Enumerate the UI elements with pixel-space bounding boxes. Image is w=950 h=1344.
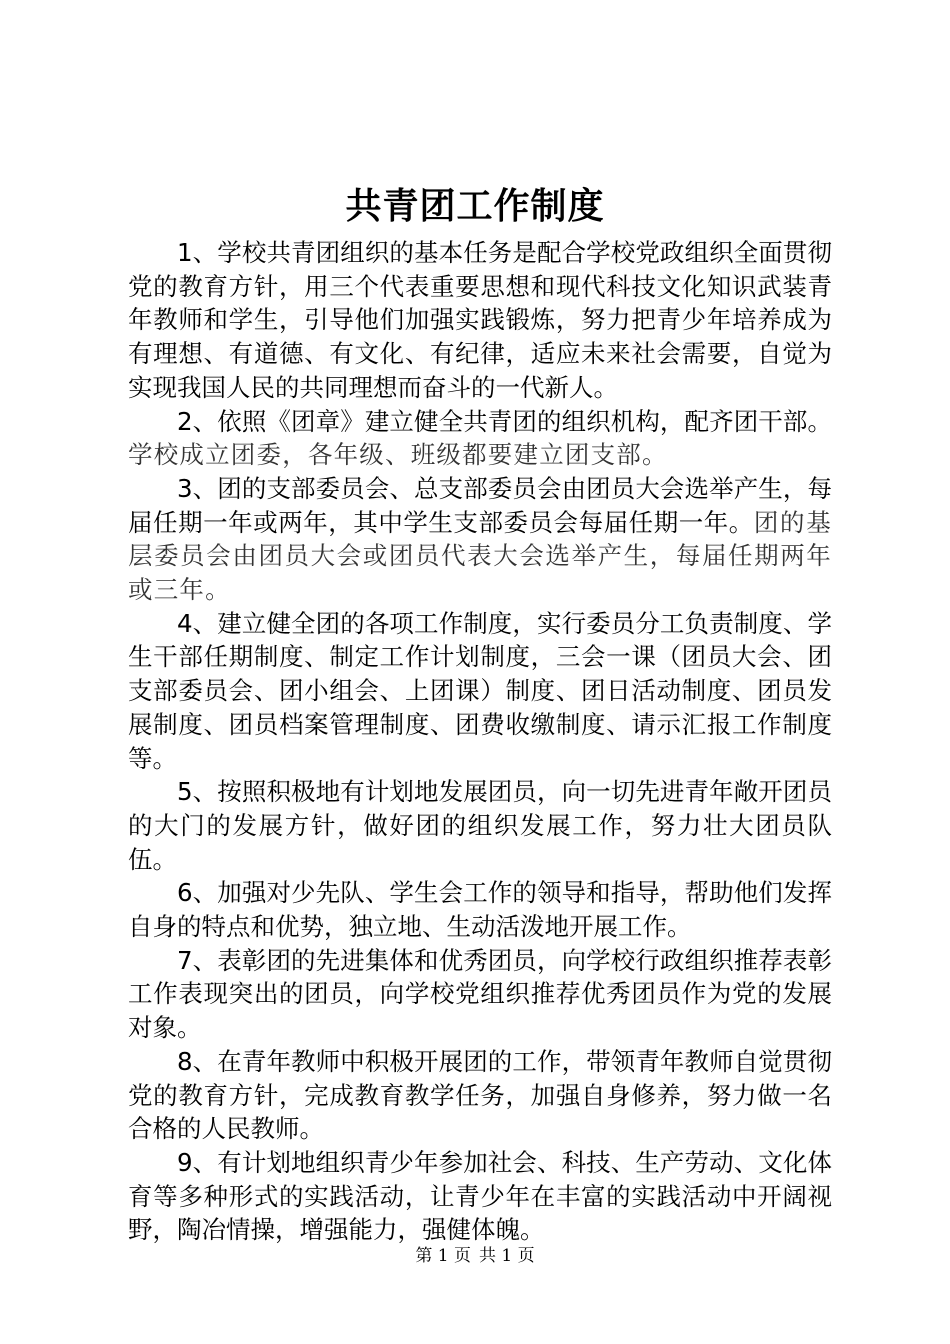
paragraph-4 bbox=[128, 607, 832, 776]
paragraph-8 bbox=[128, 1045, 832, 1146]
paragraph-1 bbox=[128, 236, 832, 405]
document-body bbox=[128, 236, 832, 1247]
paragraph-6-text: 6、加强对少先队、学生会工作的领导和指导，帮助他们发挥自身的特点和优势，独立地、生动活泼地开展工作。 bbox=[128, 878, 832, 942]
paragraph-9 bbox=[128, 1146, 832, 1247]
paragraph-7 bbox=[128, 944, 832, 1045]
paragraph-2 bbox=[128, 405, 832, 472]
paragraph-6 bbox=[128, 876, 832, 943]
page-number: 第 1 页 bbox=[415, 1246, 471, 1266]
paragraph-5-text: 5、按照积极地有计划地发展团员，向一切先进青年敞开团员的大门的发展方针，做好团的组织发展工作，努力壮大团员队伍。 bbox=[128, 777, 832, 874]
paragraph-4-text: 4、建立健全团的各项工作制度，实行委员分工负责制度、学生干部任期制度、制定工作计划制度，三会一课（团员大会、团支部委员会、团小组会、上团课）制度、团日活动制度、团员发展制度、团员档案管理制度、团费收缴制度、请示汇报工作制度等。 bbox=[128, 608, 832, 773]
paragraph-8-text: 8、在青年教师中积极开展团的工作，带领青年教师自觉贯彻党的教育方针，完成教育教学任务，加强自身修养，努力做一名合格的人民教师。 bbox=[128, 1046, 832, 1144]
paragraph-2-extra: 学校成立团委，各年级、班级都要建立团支部。 bbox=[128, 440, 668, 470]
paragraph-3 bbox=[128, 472, 832, 607]
paragraph-3-text: 3、团的支部委员会、总支部委员会由团员大会选举产生，每届任期一年或两年，其中学生支部委员会每届任期一年。 bbox=[128, 473, 832, 537]
paragraph-1-text: 1、学校共青团组织的基本任务是配合学校党政组织全面贯彻党的教育方针，用三个代表重要思想和现代科技文化知识武装青年教师和学生，引导他们加强实践锻炼，努力把青少年培养成为有理想、有道德、有文化、有纪律，适应未来社会需要，自觉为实现我国人民的共同理想而奋斗的一代新人。 bbox=[128, 238, 832, 402]
paragraph-5 bbox=[128, 775, 832, 876]
paragraph-3-extra: 团的基层委员会由团员大会或团员代表大会选举产生，每届任期两年或三年。 bbox=[128, 507, 832, 605]
paragraph-7-text: 7、表彰团的先进集体和优秀团员，向学校行政组织推荐表彰工作表现突出的团员，向学校党组织推荐优秀团员作为党的发展对象。 bbox=[128, 945, 832, 1043]
paragraph-2-text: 2、依照《团章》建立健全共青团的组织机构，配齐团干部。 bbox=[177, 406, 832, 436]
document-title: 共青团工作制度 bbox=[345, 186, 605, 227]
page-footer bbox=[0, 1244, 950, 1268]
paragraph-9-text: 9、有计划地组织青少年参加社会、科技、生产劳动、文化体育等多种形式的实践活动，让青少年在丰富的实践活动中开阔视野，陶冶情操，增强能力，强健体魄。 bbox=[128, 1147, 832, 1245]
page-total: 共 1 页 bbox=[479, 1246, 535, 1266]
